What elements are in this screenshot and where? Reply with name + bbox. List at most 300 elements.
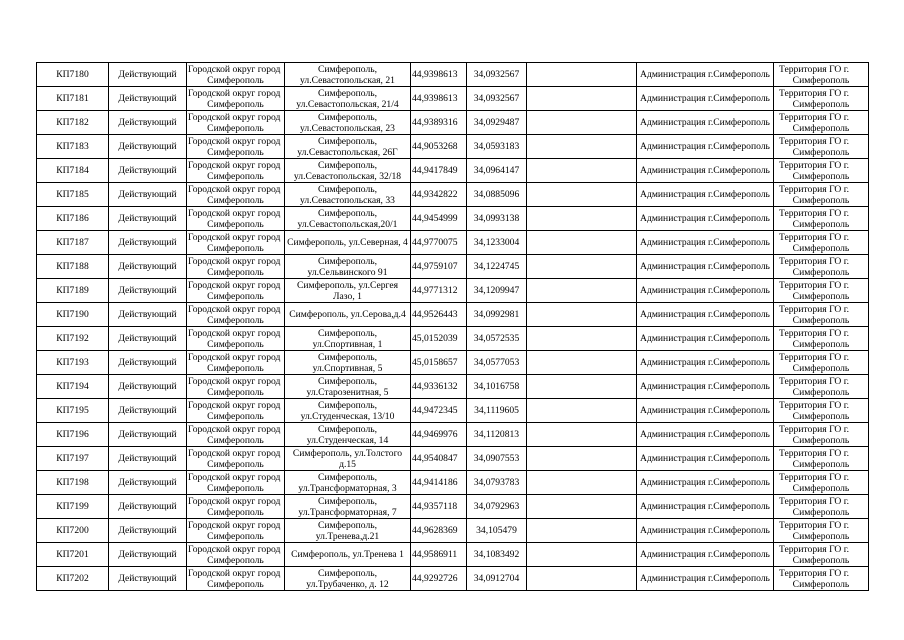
address-cell-line: ул.Севастопольская, 21/4	[296, 98, 399, 110]
address-cell-line: Симферополь, ул.Северная, 4	[287, 237, 408, 248]
territory-cell-line: Территория ГО г.	[779, 111, 849, 123]
longitude-cell: 34,0929487	[467, 111, 527, 135]
district-cell-line: Симферополь	[207, 194, 264, 206]
district-cell-line: Симферополь	[207, 578, 264, 590]
district-cell	[187, 327, 285, 351]
district-cell	[187, 159, 285, 183]
address-cell-line: ул.Севастопольская, 26Г	[297, 146, 398, 158]
district-cell	[187, 375, 285, 399]
address-cell	[285, 399, 411, 423]
district-cell-line: Городской округ город	[188, 447, 281, 459]
latitude-cell: 44,9053268	[411, 135, 467, 159]
territory-cell-line: Симферополь	[792, 242, 850, 254]
district-cell-line: Симферополь	[207, 530, 264, 542]
address-cell-line: ул.Трансформаторная, 7	[298, 506, 397, 518]
status-cell: Действующий	[109, 543, 187, 567]
longitude-cell: 34,0992981	[467, 303, 527, 327]
district-cell-line: Городской округ город	[188, 423, 281, 435]
empty-cell	[527, 567, 637, 591]
district-cell-line: Городской округ город	[188, 135, 281, 147]
address-cell-line: ул.Студенческая, 13/10	[300, 410, 395, 422]
district-cell	[187, 231, 285, 255]
address-cell	[285, 207, 411, 231]
district-cell-line: Городской округ город	[188, 207, 281, 219]
point-id-cell: КП7196	[37, 423, 109, 447]
district-cell-line: Городской округ город	[188, 567, 281, 579]
district-cell	[187, 351, 285, 375]
territory-cell-line: Симферополь	[792, 98, 850, 110]
territory-cell	[774, 255, 869, 279]
empty-cell	[527, 471, 637, 495]
territory-cell-line: Территория ГО г.	[779, 279, 849, 291]
point-id-cell: КП7182	[37, 111, 109, 135]
status-cell: Действующий	[109, 279, 187, 303]
organization-cell: Администрация г.Симферополь	[637, 519, 774, 543]
table-row	[37, 111, 869, 135]
district-cell	[187, 447, 285, 471]
territory-cell-line: Территория ГО г.	[779, 207, 849, 219]
empty-cell	[527, 495, 637, 519]
district-cell-line: Городской округ город	[188, 183, 281, 195]
table-row	[37, 399, 869, 423]
district-cell-line: Симферополь	[207, 266, 264, 278]
latitude-cell: 44,9398613	[411, 63, 467, 87]
point-id-cell: КП7202	[37, 567, 109, 591]
empty-cell	[527, 543, 637, 567]
latitude-cell: 44,9336132	[411, 375, 467, 399]
organization-cell: Администрация г.Симферополь	[637, 183, 774, 207]
district-cell-line: Городской округ город	[188, 303, 281, 315]
point-id-cell: КП7188	[37, 255, 109, 279]
district-cell-line: Симферополь	[207, 122, 264, 134]
empty-cell	[527, 63, 637, 87]
point-id-cell: КП7189	[37, 279, 109, 303]
district-cell-line: Городской округ город	[188, 327, 281, 339]
territory-cell	[774, 111, 869, 135]
address-cell	[285, 471, 411, 495]
table-row	[37, 207, 869, 231]
empty-cell	[527, 87, 637, 111]
territory-cell-line: Симферополь	[792, 434, 850, 446]
territory-cell	[774, 567, 869, 591]
longitude-cell: 34,0932567	[467, 63, 527, 87]
address-cell-line: ул.Тренева,д.21	[315, 530, 380, 542]
territory-cell	[774, 423, 869, 447]
territory-cell	[774, 279, 869, 303]
organization-cell: Администрация г.Симферополь	[637, 399, 774, 423]
district-cell	[187, 111, 285, 135]
territory-cell-line: Территория ГО г.	[779, 423, 849, 435]
territory-cell-line: Территория ГО г.	[779, 567, 849, 579]
district-cell-line: Симферополь	[207, 410, 264, 422]
latitude-cell: 44,9628369	[411, 519, 467, 543]
district-cell-line: Симферополь	[207, 290, 264, 302]
district-cell-line: Симферополь	[207, 482, 264, 494]
address-cell-line: Симферополь,	[317, 471, 378, 483]
table-row	[37, 543, 869, 567]
point-id-cell: КП7187	[37, 231, 109, 255]
organization-cell: Администрация г.Симферополь	[637, 63, 774, 87]
address-cell-line: Симферополь,	[317, 111, 378, 123]
address-cell-line: Симферополь,	[317, 183, 378, 195]
district-cell-line: Симферополь	[207, 242, 264, 254]
longitude-cell: 34,0792963	[467, 495, 527, 519]
address-cell	[285, 279, 411, 303]
address-cell	[285, 159, 411, 183]
empty-cell	[527, 303, 637, 327]
district-cell-line: Городской округ город	[188, 111, 281, 123]
district-cell-line: Симферополь	[207, 386, 264, 398]
table-row	[37, 351, 869, 375]
latitude-cell: 44,9292726	[411, 567, 467, 591]
district-cell-line: Симферополь	[207, 338, 264, 350]
district-cell	[187, 63, 285, 87]
longitude-cell: 34,0577053	[467, 351, 527, 375]
territory-cell-line: Территория ГО г.	[779, 447, 849, 459]
territory-cell	[774, 543, 869, 567]
latitude-cell: 44,9389316	[411, 111, 467, 135]
table-row	[37, 567, 869, 591]
status-cell: Действующий	[109, 399, 187, 423]
district-cell	[187, 303, 285, 327]
longitude-cell: 34,0593183	[467, 135, 527, 159]
point-id-cell: КП7180	[37, 63, 109, 87]
district-cell-line: Симферополь	[207, 218, 264, 230]
district-cell	[187, 399, 285, 423]
table-row	[37, 447, 869, 471]
district-cell-line: Симферополь	[207, 362, 264, 374]
table-row	[37, 471, 869, 495]
territory-cell-line: Симферополь	[792, 386, 850, 398]
table-row	[37, 183, 869, 207]
address-cell-line: ул.Севастопольская,20/1	[297, 218, 398, 230]
district-cell	[187, 519, 285, 543]
address-cell-line: Симферополь,	[317, 495, 378, 507]
district-cell-line: Симферополь	[207, 170, 264, 182]
organization-cell: Администрация г.Симферополь	[637, 111, 774, 135]
address-cell-line: ул.Севастопольская, 23	[300, 122, 395, 134]
status-cell: Действующий	[109, 351, 187, 375]
point-id-cell: КП7184	[37, 159, 109, 183]
status-cell: Действующий	[109, 375, 187, 399]
territory-cell-line: Территория ГО г.	[779, 495, 849, 507]
organization-cell: Администрация г.Симферополь	[637, 279, 774, 303]
empty-cell	[527, 183, 637, 207]
district-cell-line: Симферополь	[207, 506, 264, 518]
longitude-cell: 34,0993138	[467, 207, 527, 231]
territory-cell-line: Симферополь	[792, 314, 850, 326]
point-id-cell: КП7190	[37, 303, 109, 327]
territory-cell-line: Территория ГО г.	[779, 543, 849, 555]
status-cell: Действующий	[109, 471, 187, 495]
latitude-cell: 44,9469976	[411, 423, 467, 447]
address-cell-line: Симферополь,	[317, 207, 378, 219]
longitude-cell: 34,1224745	[467, 255, 527, 279]
territory-cell	[774, 231, 869, 255]
latitude-cell: 44,9771312	[411, 279, 467, 303]
district-cell	[187, 543, 285, 567]
organization-cell: Администрация г.Симферополь	[637, 375, 774, 399]
address-cell	[285, 63, 411, 87]
territory-cell-line: Симферополь	[792, 362, 850, 374]
status-cell: Действующий	[109, 519, 187, 543]
empty-cell	[527, 207, 637, 231]
table-row	[37, 375, 869, 399]
district-cell-line: Городской округ город	[188, 351, 281, 363]
latitude-cell: 44,9540847	[411, 447, 467, 471]
district-cell-line: Симферополь	[207, 74, 264, 86]
address-cell	[285, 447, 411, 471]
address-cell	[285, 543, 411, 567]
address-cell	[285, 351, 411, 375]
address-cell	[285, 135, 411, 159]
point-id-cell: КП7201	[37, 543, 109, 567]
district-cell-line: Городской округ город	[188, 159, 281, 171]
table-row	[37, 231, 869, 255]
address-cell	[285, 255, 411, 279]
organization-cell: Администрация г.Симферополь	[637, 207, 774, 231]
latitude-cell: 44,9526443	[411, 303, 467, 327]
empty-cell	[527, 327, 637, 351]
address-cell-line: ул.Трансформаторная, 3	[298, 482, 397, 494]
district-cell-line: Городской округ город	[188, 519, 281, 531]
longitude-cell: 34,0572535	[467, 327, 527, 351]
address-cell-line: ул.Севастопольская, 33	[300, 194, 395, 206]
empty-cell	[527, 279, 637, 303]
empty-cell	[527, 399, 637, 423]
latitude-cell: 45,0158657	[411, 351, 467, 375]
latitude-cell: 44,9398613	[411, 87, 467, 111]
territory-cell-line: Симферополь	[792, 410, 850, 422]
address-cell-line: Симферополь, ул.Серова,д.4	[289, 309, 406, 320]
organization-cell: Администрация г.Симферополь	[637, 471, 774, 495]
territory-cell-line: Территория ГО г.	[779, 399, 849, 411]
empty-cell	[527, 423, 637, 447]
latitude-cell: 44,9414186	[411, 471, 467, 495]
territory-cell-line: Территория ГО г.	[779, 519, 849, 531]
status-cell: Действующий	[109, 447, 187, 471]
table-row	[37, 255, 869, 279]
point-id-cell: КП7200	[37, 519, 109, 543]
latitude-cell: 44,9770075	[411, 231, 467, 255]
table-row	[37, 87, 869, 111]
organization-cell: Администрация г.Симферополь	[637, 255, 774, 279]
territory-cell-line: Симферополь	[792, 482, 850, 494]
territory-cell-line: Симферополь	[792, 530, 850, 542]
longitude-cell: 34,1209947	[467, 279, 527, 303]
territory-cell-line: Симферополь	[792, 338, 850, 350]
address-cell	[285, 231, 411, 255]
point-id-cell: КП7193	[37, 351, 109, 375]
address-cell-line: Лазо, 1	[333, 290, 362, 302]
territory-cell-line: Симферополь	[792, 506, 850, 518]
territory-cell	[774, 135, 869, 159]
organization-cell: Администрация г.Симферополь	[637, 567, 774, 591]
organization-cell: Администрация г.Симферополь	[637, 495, 774, 519]
point-id-cell: КП7194	[37, 375, 109, 399]
district-cell-line: Городской округ город	[188, 279, 281, 291]
district-cell-line: Городской округ город	[188, 375, 281, 387]
district-cell	[187, 567, 285, 591]
territory-cell	[774, 447, 869, 471]
address-cell-line: Симферополь,	[317, 375, 378, 387]
territory-cell	[774, 87, 869, 111]
address-cell-line: ул.Трубаченко, д. 12	[306, 578, 389, 590]
territory-cell-line: Симферополь	[792, 458, 850, 470]
address-cell-line: Симферополь,	[317, 423, 378, 435]
address-cell-line: Симферополь, ул.Тренева 1	[291, 549, 404, 560]
address-cell-line: ул.Старозенитная, 5	[306, 386, 389, 398]
territory-cell-line: Территория ГО г.	[779, 471, 849, 483]
longitude-cell: 34,1120813	[467, 423, 527, 447]
status-cell: Действующий	[109, 231, 187, 255]
point-id-cell: КП7183	[37, 135, 109, 159]
address-cell	[285, 327, 411, 351]
status-cell: Действующий	[109, 327, 187, 351]
status-cell: Действующий	[109, 159, 187, 183]
point-id-cell: КП7198	[37, 471, 109, 495]
territory-cell-line: Симферополь	[792, 170, 850, 182]
point-id-cell: КП7192	[37, 327, 109, 351]
address-cell	[285, 183, 411, 207]
address-cell	[285, 495, 411, 519]
address-cell-line: Симферополь,	[317, 399, 378, 411]
address-cell-line: Симферополь,	[317, 519, 378, 531]
empty-cell	[527, 375, 637, 399]
longitude-cell: 34,105479	[467, 519, 527, 543]
empty-cell	[527, 447, 637, 471]
territory-cell	[774, 351, 869, 375]
district-cell	[187, 423, 285, 447]
territory-cell	[774, 207, 869, 231]
empty-cell	[527, 231, 637, 255]
address-cell-line: Симферополь,	[317, 159, 378, 171]
territory-cell-line: Симферополь	[792, 290, 850, 302]
latitude-cell: 44,9472345	[411, 399, 467, 423]
organization-cell: Администрация г.Симферополь	[637, 87, 774, 111]
district-cell-line: Городской округ город	[188, 255, 281, 267]
status-cell: Действующий	[109, 63, 187, 87]
territory-cell-line: Симферополь	[792, 218, 850, 230]
address-cell-line: ул.Спортивная, 5	[312, 362, 383, 374]
district-cell-line: Городской округ город	[188, 87, 281, 99]
address-cell-line: Симферополь,	[317, 135, 378, 147]
territory-cell	[774, 327, 869, 351]
territory-cell-line: Симферополь	[792, 266, 850, 278]
organization-cell: Администрация г.Симферополь	[637, 303, 774, 327]
territory-cell-line: Территория ГО г.	[779, 183, 849, 195]
empty-cell	[527, 255, 637, 279]
status-cell: Действующий	[109, 87, 187, 111]
empty-cell	[527, 111, 637, 135]
longitude-cell: 34,0885096	[467, 183, 527, 207]
point-id-cell: КП7185	[37, 183, 109, 207]
territory-cell-line: Симферополь	[792, 578, 850, 590]
table-row	[37, 327, 869, 351]
address-cell-line: ул.Спортивная, 1	[312, 338, 383, 350]
collection-points-table	[36, 62, 869, 591]
table-row	[37, 495, 869, 519]
status-cell: Действующий	[109, 111, 187, 135]
address-cell	[285, 375, 411, 399]
table-row	[37, 159, 869, 183]
status-cell: Действующий	[109, 207, 187, 231]
latitude-cell: 44,9759107	[411, 255, 467, 279]
district-cell-line: Симферополь	[207, 98, 264, 110]
territory-cell-line: Территория ГО г.	[779, 87, 849, 99]
table-row	[37, 63, 869, 87]
district-cell-line: Городской округ город	[188, 231, 281, 243]
longitude-cell: 34,0912704	[467, 567, 527, 591]
status-cell: Действующий	[109, 183, 187, 207]
address-cell-line: Симферополь,	[317, 255, 378, 267]
organization-cell: Администрация г.Симферополь	[637, 423, 774, 447]
territory-cell-line: Симферополь	[792, 122, 850, 134]
latitude-cell: 44,9417849	[411, 159, 467, 183]
longitude-cell: 34,1083492	[467, 543, 527, 567]
territory-cell	[774, 519, 869, 543]
district-cell-line: Городской округ город	[188, 399, 281, 411]
empty-cell	[527, 519, 637, 543]
territory-cell	[774, 183, 869, 207]
organization-cell: Администрация г.Симферополь	[637, 447, 774, 471]
table-body	[37, 63, 869, 591]
longitude-cell: 34,0907553	[467, 447, 527, 471]
district-cell	[187, 471, 285, 495]
territory-cell-line: Территория ГО г.	[779, 159, 849, 171]
status-cell: Действующий	[109, 423, 187, 447]
territory-cell	[774, 303, 869, 327]
district-cell	[187, 183, 285, 207]
longitude-cell: 34,1119605	[467, 399, 527, 423]
district-cell-line: Симферополь	[207, 458, 264, 470]
territory-cell	[774, 399, 869, 423]
latitude-cell: 44,9357118	[411, 495, 467, 519]
address-cell-line: Симферополь, ул.Сергея	[296, 279, 399, 291]
district-cell-line: Городской округ город	[188, 471, 281, 483]
organization-cell: Администрация г.Симферополь	[637, 327, 774, 351]
organization-cell: Администрация г.Симферополь	[637, 231, 774, 255]
territory-cell	[774, 471, 869, 495]
territory-cell	[774, 159, 869, 183]
longitude-cell: 34,0932567	[467, 87, 527, 111]
territory-cell-line: Симферополь	[792, 194, 850, 206]
status-cell: Действующий	[109, 567, 187, 591]
organization-cell: Администрация г.Симферополь	[637, 135, 774, 159]
latitude-cell: 44,9342822	[411, 183, 467, 207]
longitude-cell: 34,0964147	[467, 159, 527, 183]
territory-cell	[774, 495, 869, 519]
table-row	[37, 519, 869, 543]
territory-cell-line: Территория ГО г.	[779, 63, 849, 75]
territory-cell-line: Симферополь	[792, 74, 850, 86]
longitude-cell: 34,0793783	[467, 471, 527, 495]
territory-cell-line: Территория ГО г.	[779, 375, 849, 387]
territory-cell-line: Территория ГО г.	[779, 231, 849, 243]
point-id-cell: КП7199	[37, 495, 109, 519]
latitude-cell: 44,9586911	[411, 543, 467, 567]
address-cell-line: Симферополь,	[317, 567, 378, 579]
point-id-cell: КП7186	[37, 207, 109, 231]
district-cell	[187, 279, 285, 303]
territory-cell-line: Территория ГО г.	[779, 135, 849, 147]
latitude-cell: 45,0152039	[411, 327, 467, 351]
territory-cell-line: Территория ГО г.	[779, 351, 849, 363]
address-cell-line: Симферополь,	[317, 351, 378, 363]
district-cell-line: Городской округ город	[188, 63, 281, 75]
territory-cell-line: Симферополь	[792, 146, 850, 158]
territory-cell-line: Территория ГО г.	[779, 327, 849, 339]
